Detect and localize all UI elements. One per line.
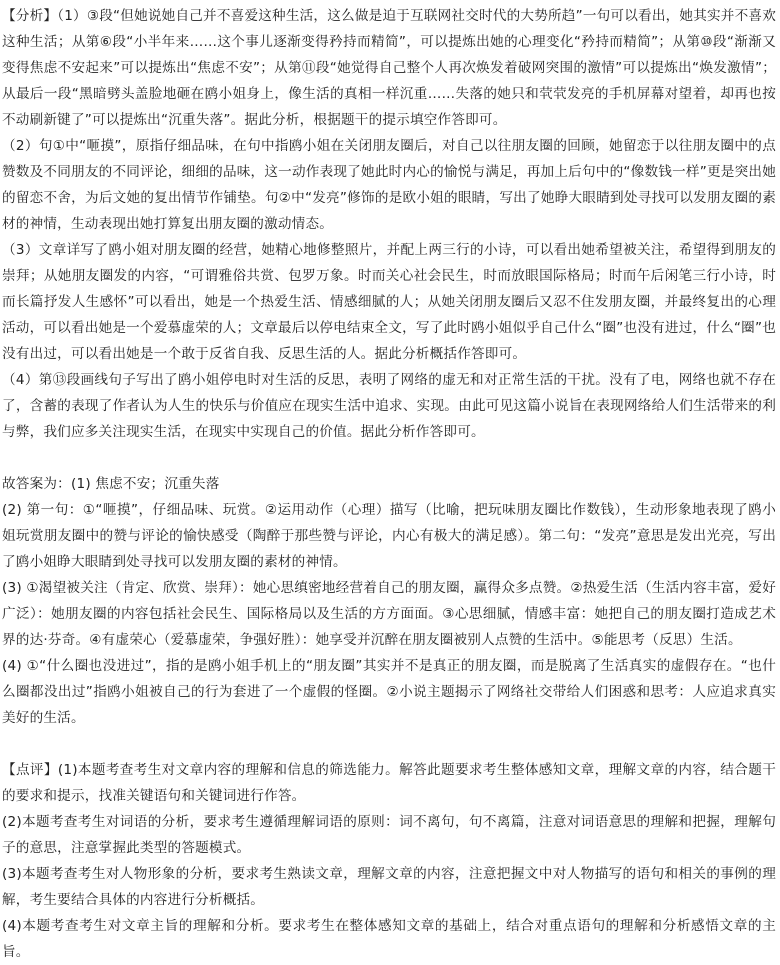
analysis-part-2: （2）句①中“咂摸”，原指仔细品味，在句中指鸥小姐在关闭朋友圈后，对自己以往朋友圈的回顾，她留恋于以往朋友圈中的点赞数及不同朋友的不同评论，细细的品味，这一动作表现了她此时内心的愉悦与满足，再加上后句中的“像数钱一样”更是突出她的留恋不舍，为后文她的复出情节作铺垫。句②中“发亮”修饰的是欧小姐的眼睛，写出了她睁大眼睛到处寻找可以发朋友圈的素材的神情，生动表现出她打算复出朋友圈的激动情态。 (2, 138, 776, 232)
answer-part-4: (4) ①“什么圈也没进过”，指的是鸥小姐手机上的“朋友圈”其实并不是真正的朋友圈，而是脱离了生活真实的虚假存在。“也什么圈都没出过”指鸥小姐被自己的行为套进了一个虚假的怪圈。②小说主题揭示了网络社交带给人们困惑和思考：人应追求真实美好的生活。 (2, 658, 776, 726)
analysis-part-4: （4）第⑬段画线句子写出了鸥小姐停电时对生活的反思，表明了网络的虚无和对正常生活的干扰。没有了电，网络也就不存在了，含蓄的表现了作者认为人生的快乐与价值应在现实生活中追求、实现。由此可见这篇小说旨在表现网络给人们生活带来的利与弊，我们应多关注现实生活，在现实中实现自己的价值。据此分析作答即可。 (2, 372, 776, 440)
analysis-part-1: 【分析】（1）③段“但她说她自己并不喜爱这种生活，这么做是迫于互联网社交时代的大势所趋”一句可以看出，她其实并不喜欢这种生活；从第⑥段“小半年来……这个事儿逐渐变得矜持而精简”，可以提炼出她的心理变化“矜持而精简”；从第⑩段“渐渐又变得焦虑不安起来”可以提炼出“焦虑不安”；从第⑪段“她觉得自己整个人再次焕发着破网突围的激情”可以提炼出“焕发激情”；从最后一段“黑暗劈头盖脸地砸在鸥小姐身上，像生活的真相一样沉重……失落的她只和茕茕发亮的手机屏幕对望着，却再也按不动刷新键了”可以提炼出“沉重失落”。据此分析，根据题干的提示填空作答即可。 (2, 8, 776, 128)
answer-section (2, 471, 776, 731)
comment-section (2, 757, 776, 965)
analysis-section (2, 3, 776, 445)
analysis-part-3: （3）文章详写了鸥小姐对朋友圈的经营，她精心地修整照片，并配上两三行的小诗，可以看出她希望被关注，希望得到朋友的崇拜；从她朋友圈发的内容，“可谓雅俗共赏、包罗万象。时而关心社会民生，时而放眼国际格局；时而午后闲笔三行小诗，时而长篇抒发人生感怀”可以看出，她是一个热爱生活、情感细腻的人；从她关闭朋友圈后又忍不住发朋友圈，并最终复出的心理活动，可以看出她是一个爱慕虚荣的人；文章最后以停电结束全文，写了此时鸥小姐似乎自己什么“圈”也没有进过，什么“圈”也没有出过，可以看出她是一个敢于反省自我、反思生活的人。据此分析概括作答即可。 (2, 242, 776, 362)
section-spacer (2, 731, 776, 757)
comment-part-2: (2)本题考查考生对词语的分析，要求考生遵循理解词语的原则：词不离句，句不离篇，注意对词语意思的理解和把握，理解句子的意思，注意掌握此类型的答题模式。 (2, 814, 776, 856)
comment-part-4: (4)本题考查考生对文章主旨的理解和分析。要求考生在整体感知文章的基础上，结合对重点语句的理解和分析感悟文章的主旨。 (2, 918, 776, 960)
answer-part-1: 故答案为：(1) 焦虑不安；沉重失落 (2, 476, 220, 492)
answer-part-3: (3) ①渴望被关注（肯定、欣赏、崇拜）：她心思缜密地经营着自己的朋友圈，赢得众多点赞。②热爱生活（生活内容丰富，爱好广泛）：她朋友圈的内容包括社会民生、国际格局以及生活的方方面面。③心思细腻，情感丰富：她把自己的朋友圈打造成艺术界的达·芬奇。④有虚荣心（爱慕虚荣，争强好胜）：她享受并沉醉在朋友圈被别人点赞的生活中。⑤能思考（反思）生活。 (2, 580, 776, 648)
answer-part-2: (2) 第一句：①“咂摸”，仔细品味、玩赏。②运用动作（心理）描写（比喻，把玩味朋友圈比作数钱），生动形象地表现了鸥小姐玩赏朋友圈中的赞与评论的愉快感受（陶醉于那些赞与评论，内心有极大的满足感）。第二句：“发亮”意思是发出光亮，写出了鸥小姐睁大眼睛到处寻找可以发朋友圈的素材的神情。 (2, 502, 776, 570)
comment-part-3: (3)本题考查考生对人物形象的分析，要求考生熟读文章，理解文章的内容，注意把握文中对人物描写的语句和相关的事例的理解，考生要结合具体的内容进行分析概括。 (2, 866, 776, 908)
comment-part-1: 【点评】(1)本题考查考生对文章内容的理解和信息的筛选能力。解答此题要求考生整体感知文章，理解文章的内容，结合题干的要求和提示，找准关键语句和关键词进行作答。 (2, 762, 776, 804)
section-spacer (2, 445, 776, 471)
